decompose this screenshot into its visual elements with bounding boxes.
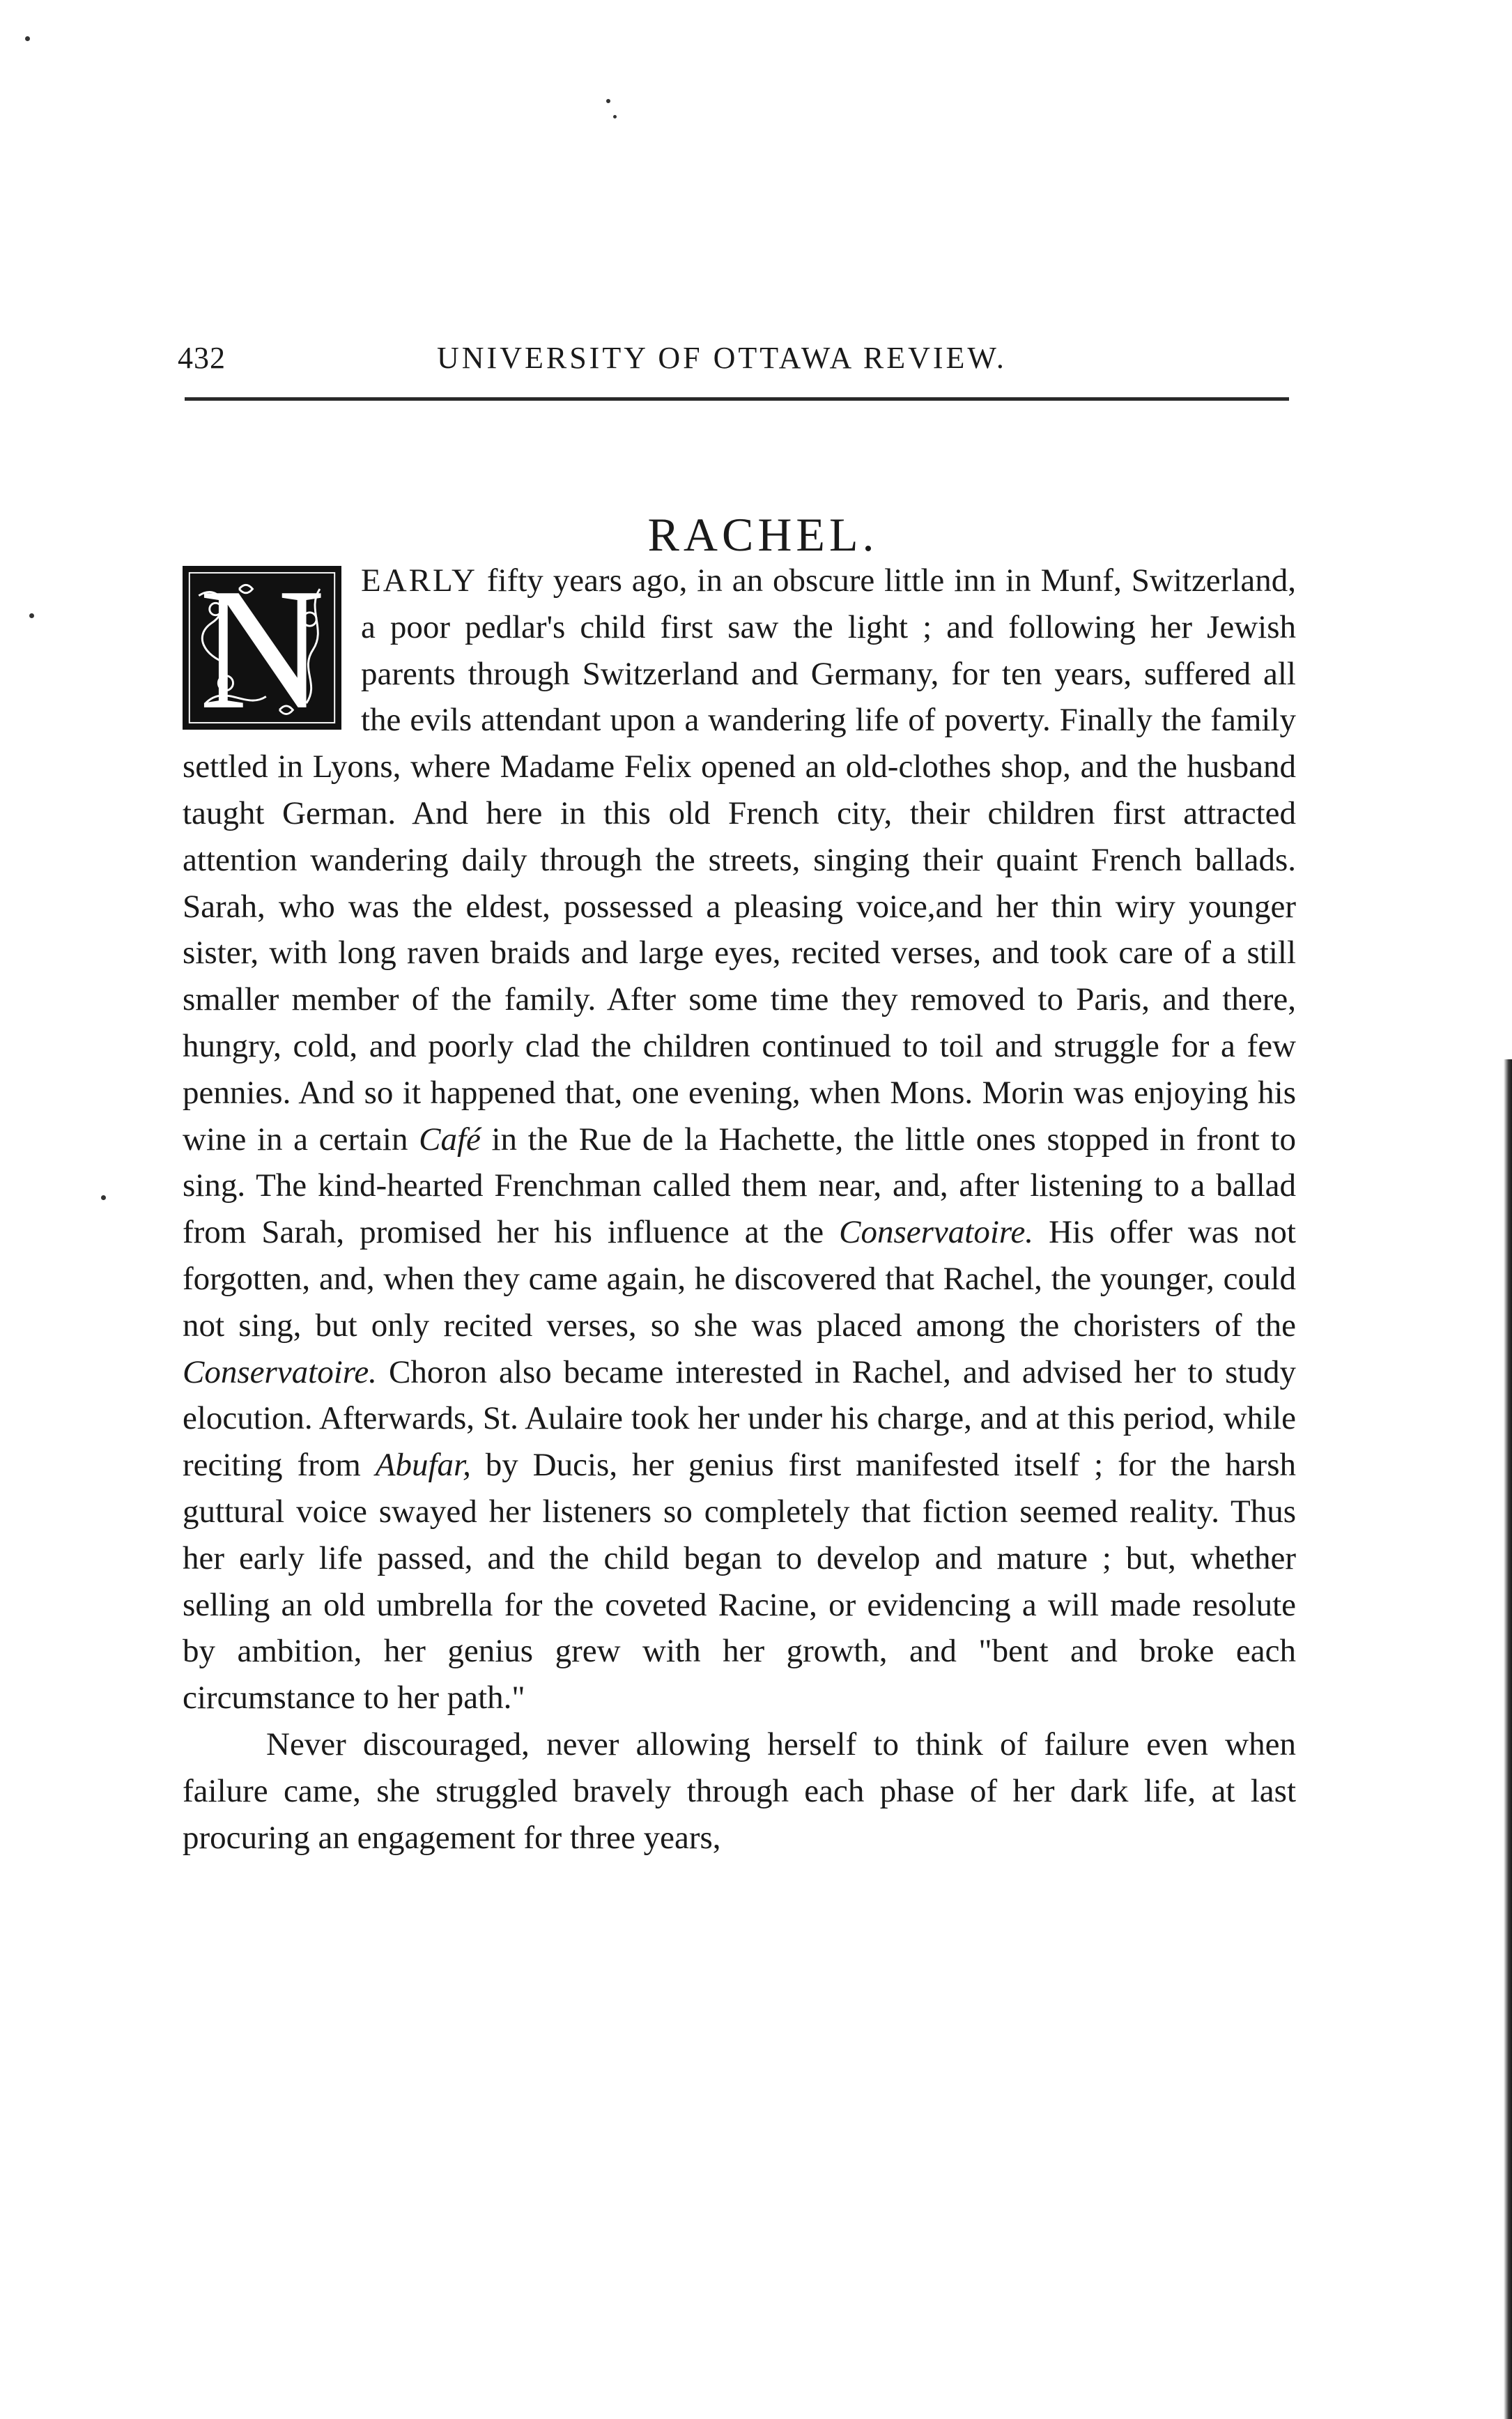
header-rule xyxy=(185,397,1289,401)
paragraph-2: Never discouraged, never allowing herself to think of failure even when failure came, she struggled bravely through each phase of her dark life, at last procuring an engagement for three years, xyxy=(183,1726,1296,1856)
italic-term-abufar: Abufar, xyxy=(375,1447,471,1484)
italic-term-conservatoire: Conservatoire. xyxy=(839,1214,1034,1251)
italic-term-conservatoire: Conservatoire. xyxy=(183,1353,377,1390)
scan-speck xyxy=(101,1195,106,1200)
scan-speck xyxy=(25,36,30,41)
article-title: RACHEL. xyxy=(647,507,879,561)
italic-term-cafe: Café xyxy=(419,1121,481,1158)
page-header xyxy=(178,333,1293,382)
text-run: in the Rue de la Hachette, the little ones stopped in front to sing. The kind-hearted Frenchman called them near, and, after listening to a ballad from Sarah, promised her his influence at the xyxy=(183,1121,1296,1251)
scan-speck xyxy=(613,115,617,118)
text-run: by Ducis, her genius first manifested itself ; for the harsh guttural voice swayed her listeners so completely that fiction seemed reality. Thus her early life passed, and the child began to develop and mature ; but, whether selling an old umbrella for the coveted Racine, or evidencing a will made resolute by ambition, her genius grew with her growth, and "bent and broke each circumstance to her path." xyxy=(183,1447,1296,1717)
scan-speck xyxy=(606,99,610,103)
drop-cap-ornament xyxy=(183,553,341,746)
scan-edge-shadow xyxy=(1504,1059,1512,2419)
text-run: Choron also became interested in Rachel, and advised her to study elocution. Afterwards, St. Aulaire took her under his charge, and at this period, while reciting from xyxy=(183,1353,1296,1484)
text-run: His offer was not forgotten, and, when they came again, he discovered that Rachel, the younger, could not sing, but only recited verses, so she was placed among the choristers of the xyxy=(183,1214,1296,1344)
scan-speck xyxy=(29,613,34,618)
paragraph-1 xyxy=(183,553,1296,1721)
running-head: UNIVERSITY OF OTTAWA REVIEW. xyxy=(437,341,1007,375)
text-run: fifty years ago, in an obscure little inn in Munf, Switzerland, a poor pedlar's child first saw the light ; and following her Jewish parents through Switzerland and Germany, for ten years, suffered all the evils attendant upon a wandering life of poverty. Finally the family settled in Lyons, where Madame Felix opened an old-clothes shop, and the husband taught German. And here in this old French city, their children first attracted attention wandering daily through the streets, singing their quaint French ballads. Sarah, who was the eldest, possessed a pleasing voice,and her thin wiry younger sister, with long raven braids and large eyes, recited verses, and took care of a still smaller member of the family. After some time they removed to Paris, and there, hungry, cold, and poorly clad the children continued to toil and struggle for a few pennies. And so it happened that, one evening, when Mons. Morin was enjoying his wine in a certain xyxy=(183,562,1296,1158)
article-body xyxy=(183,553,1296,1861)
page-number: 432 xyxy=(178,341,226,375)
first-word: EARLY xyxy=(361,562,477,599)
drop-cap-letter: N xyxy=(199,553,325,746)
